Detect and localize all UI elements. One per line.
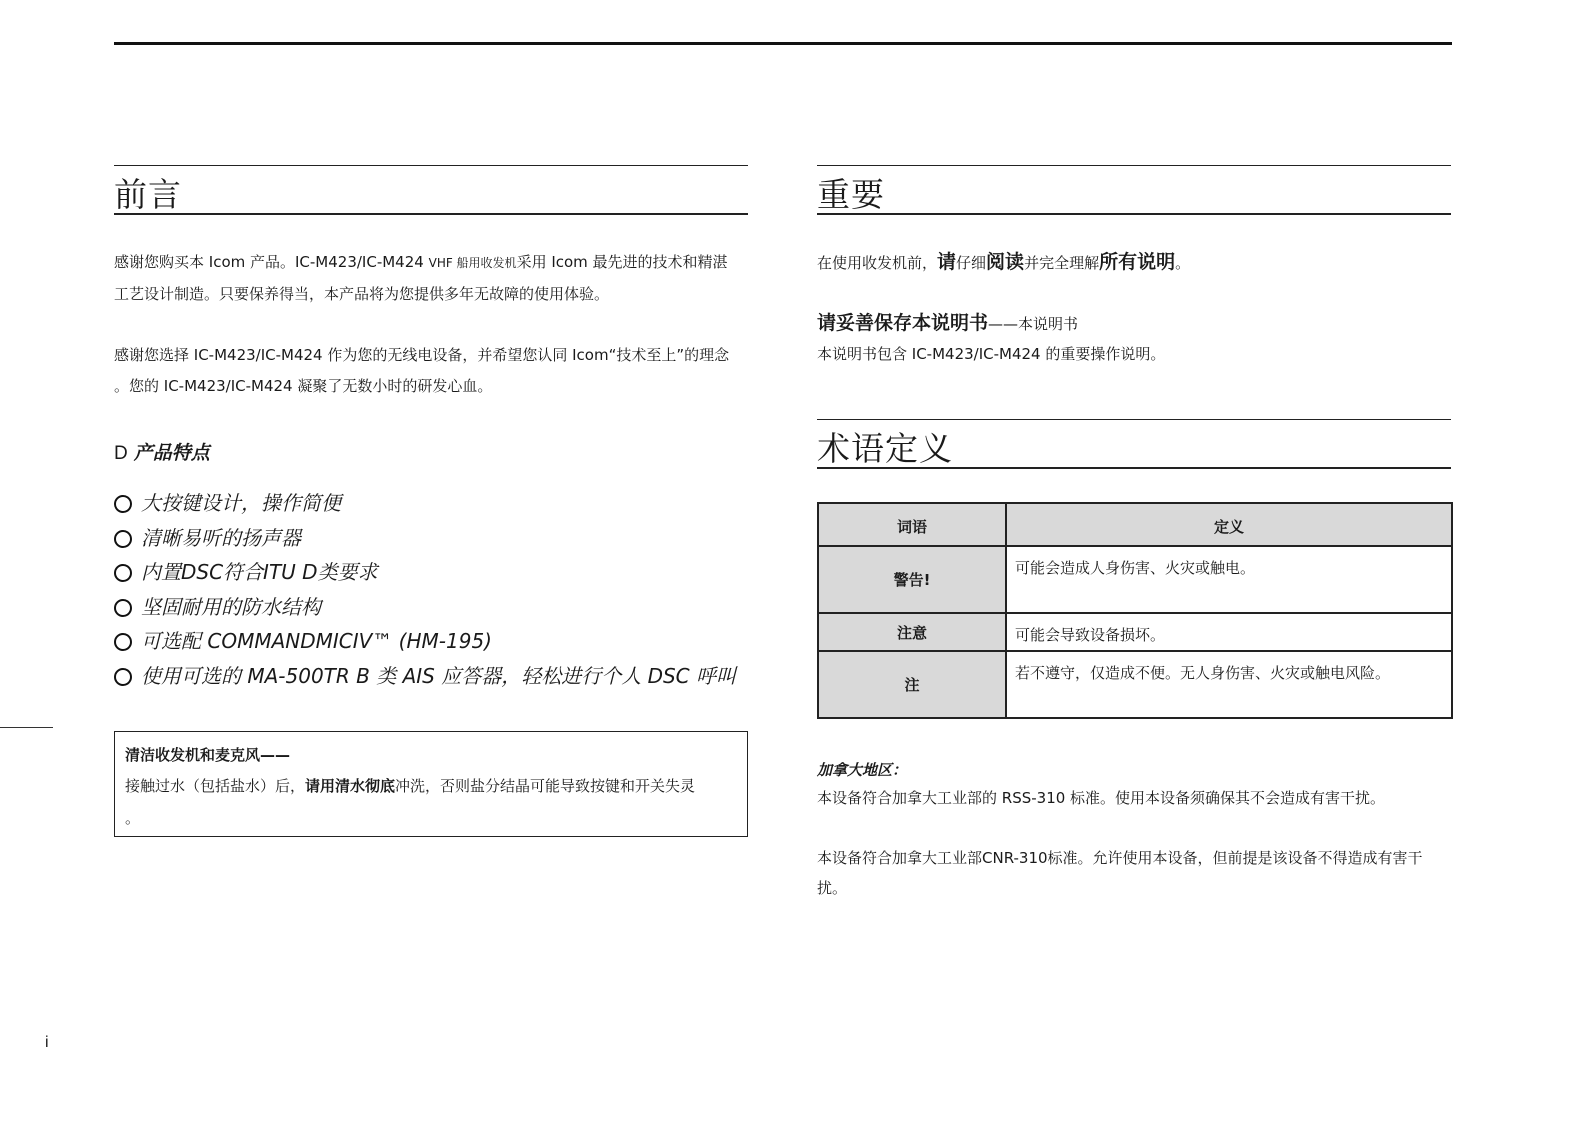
features-title: 产品特点	[133, 442, 210, 464]
foreword-heading-bar	[114, 165, 748, 215]
important-column	[817, 165, 1451, 469]
table-row	[818, 613, 1452, 651]
canada-label: 加拿大地区：	[817, 761, 908, 779]
definition-cell: 可能会造成人身伤害、火灾或触电。	[1006, 546, 1452, 613]
table-row	[818, 546, 1452, 613]
table-row	[818, 651, 1452, 718]
column-header-term: 词语	[818, 503, 1006, 546]
table-header-row	[818, 503, 1452, 546]
important-heading-bar	[817, 165, 1451, 215]
circle-bullet-icon	[114, 495, 132, 513]
feature-item: 使用可选的 MA-500TR B 类 AIS 应答器，轻松进行个人 DSC 呼叫	[114, 661, 748, 691]
definitions-heading-bar	[817, 419, 1451, 469]
cleaning-notice-body: 接触过水（包括盐水）后，请用清水彻底冲洗，否则盐分结晶可能导致按键和开关失灵 。	[125, 777, 696, 827]
keep-manual-title: 请妥善保存本说明书——本说明书	[817, 312, 1079, 334]
feature-item: 清晰易听的扬声器	[114, 523, 748, 558]
circle-bullet-icon	[114, 530, 132, 548]
feature-item: 坚固耐用的防水结构	[114, 592, 748, 627]
keep-manual-body: 本说明书包含 IC-M423/IC-M424 的重要操作说明。	[817, 345, 1166, 363]
foreword-heading: 前言	[114, 175, 182, 214]
cleaning-notice-title: 清洁收发机和麦克风——	[125, 746, 291, 764]
features-list	[114, 488, 748, 691]
foreword-paragraph-1: 感谢您购买本 Icom 产品。IC-M423/IC-M424 VHF 船用收发机采用 Icom 最先进的技术和精湛 工艺设计制造。只要保养得当，本产品将为您提供多年无故障的使用体验。	[114, 253, 728, 303]
foreword-paragraph-2: 感谢您选择 IC-M423/IC-M424 作为您的无线电设备，并希望您认同 Icom“技术至上”的理念 。您的 IC-M423/IC-M424 凝聚了无数小时的研发心血。	[114, 346, 730, 395]
term-cell: 警告!	[818, 546, 1006, 613]
foreword-column	[114, 165, 748, 691]
page-number: i	[45, 1034, 49, 1051]
column-header-definition: 定义	[1006, 503, 1452, 546]
feature-item: 内置DSC符合ITU D类要求	[114, 557, 748, 592]
definition-cell: 可能会导致设备损坏。	[1006, 613, 1452, 651]
margin-rule	[0, 727, 53, 728]
feature-item: 可选配 COMMANDMICIV™ (HM-195)	[114, 626, 748, 661]
canada-section	[817, 757, 1457, 903]
canada-paragraph-1: 本设备符合加拿大工业部的 RSS-310 标准。使用本设备须确保其不会造成有害干扰。	[817, 789, 1386, 807]
circle-bullet-icon	[114, 599, 132, 617]
circle-bullet-icon	[114, 633, 132, 651]
term-cell: 注意	[818, 613, 1006, 651]
definition-cell: 若不遵守，仅造成不便。无人身伤害、火灾或触电风险。	[1006, 651, 1452, 718]
feature-item: 大按键设计，操作简便	[114, 488, 748, 523]
circle-bullet-icon	[114, 668, 132, 686]
read-instructions-line: 在使用收发机前，请仔细阅读并完全理解所有说明。	[817, 251, 1191, 273]
definitions-table	[817, 502, 1453, 719]
important-heading: 重要	[817, 175, 885, 214]
features-marker: D	[114, 443, 128, 464]
cleaning-notice-box	[114, 731, 748, 837]
canada-paragraph-2: 本设备符合加拿大工业部CNR-310标准。允许使用本设备，但前提是该设备不得造成有害干 扰。	[817, 849, 1423, 897]
circle-bullet-icon	[114, 564, 132, 582]
definitions-heading: 术语定义	[817, 429, 953, 468]
features-heading	[114, 438, 748, 466]
top-rule	[114, 42, 1452, 45]
term-cell: 注	[818, 651, 1006, 718]
